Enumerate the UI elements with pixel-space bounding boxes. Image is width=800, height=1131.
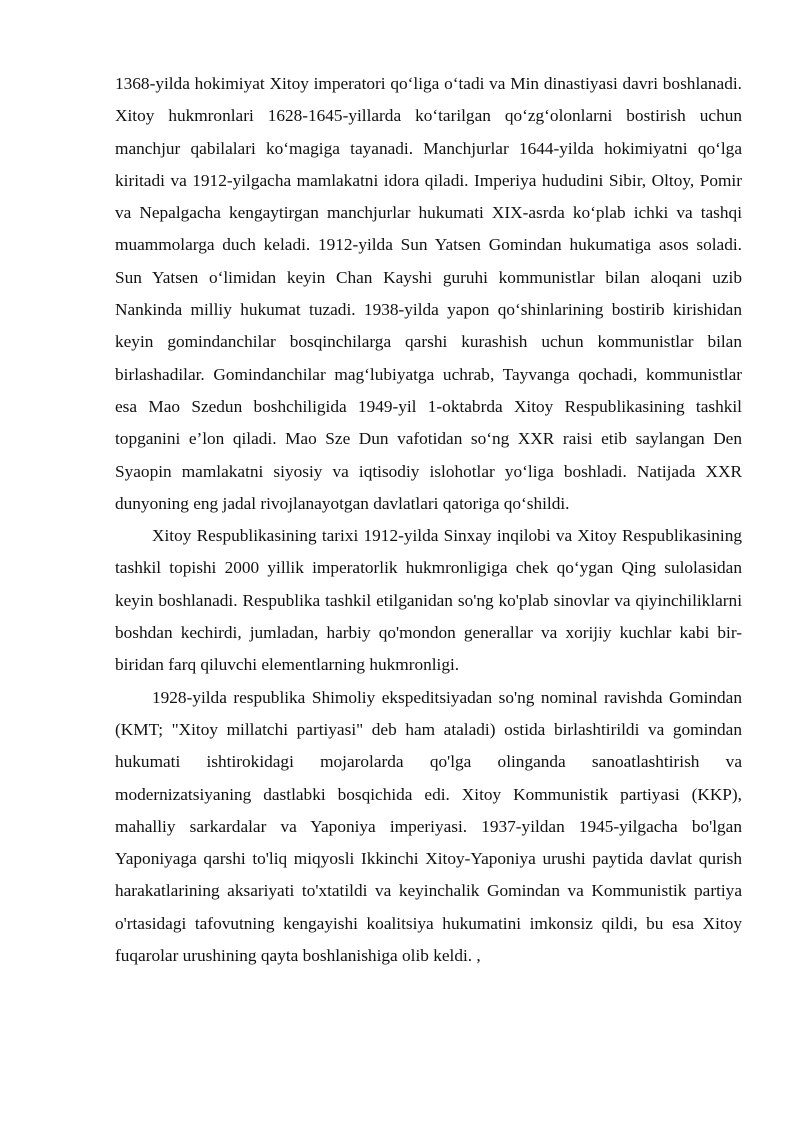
paragraph-ming-qing-history: 1368-yilda hokimiyat Xitoy imperatori qo‘liga o‘tadi va Min dinastiyasi davri boshlanadi. Xitoy hukmronlari 1628-1645-yillarda ko‘tarilgan qo‘zg‘olonlarni bostirish uchun manchjur qabilalari ko‘magiga tayanadi. Manchjurlar 1644-yilda hokimiyatni qo‘lga kiritadi va 1912-yilgacha mamlakatni idora qiladi. Imperiya hududini Sibir, Oltoy, Pomir va Nepalgacha kengaytirgan manchjurlar hukumati XIX-asrda ko‘plab ichki va tashqi muammolarga duch keladi. 1912-yilda Sun Yatsen Gomindan hukumatiga asos soladi. Sun Yatsen o‘limidan keyin Chan Kayshi guruhi kommunistlar bilan aloqani uzib Nankinda milliy hukumat tuzadi. 1938-yilda yapon qo‘shinlarining bostirib kirishidan keyin gomindanchilar bosqinchilarga qarshi kurashish uchun kommunistlar bilan birlashadilar. Gomindanchilar mag‘lubiyatga uchrab, Tayvanga qochadi, kommunistlar esa Mao Szedun boshchiligida 1949-yil 1-oktabrda Xitoy Respublikasining tashkil topganini e’lon qiladi. Mao Sze Dun vafotidan so‘ng XXR raisi etib saylangan Den Syaopin mamlakatni siyosiy va iqtisodiy islohotlar yo‘liga boshladi. Natijada XXR dunyoning eng jadal rivojlanayotgan davlatlari qatoriga qo‘shildi. [115, 74, 742, 513]
paragraph-republic-of-china-history: Xitoy Respublikasining tarixi 1912-yilda Sinxay inqilobi va Xitoy Respublikasining tashkil topishi 2000 yillik imperatorlik hukmronligiga chek qo‘ygan Qing sulolasidan keyin boshlanadi. Respublika tashkil etilganidan so'ng ko'plab sinovlar va qiyinchiliklarni boshdan kechirdi, jumladan, harbiy qo'mondon generallar va xorijiy kuchlar kabi bir-biridan farq qiluvchi elementlarning hukmronligi. [115, 526, 742, 675]
document-body [115, 68, 742, 972]
paragraph-kmt-unification: 1928-yilda respublika Shimoliy ekspeditsiyadan so'ng nominal ravishda Gomindan (KMT; "Xitoy millatchi partiyasi" deb ham ataladi) ostida birlashtirildi va gomindan hukumati ishtirokidagi mojarolarda qo'lga olinganda sanoatlashtirish va modernizatsiyaning dastlabki bosqichida edi. Xitoy Kommunistik partiyasi (KKP), mahalliy sarkardalar va Yaponiya imperiyasi. 1937-yildan 1945-yilgacha bo'lgan Yaponiyaga qarshi to'liq miqyosli Ikkinchi Xitoy-Yaponiya urushi paytida davlat qurish harakatlarining aksariyati to'xtatildi va keyinchalik Gomindan va Kommunistik partiya o'rtasidagi tafovutning kengayishi koalitsiya hukumatini imkonsiz qildi, bu esa Xitoy fuqarolar urushining qayta boshlanishiga olib keldi. , [115, 687, 742, 966]
